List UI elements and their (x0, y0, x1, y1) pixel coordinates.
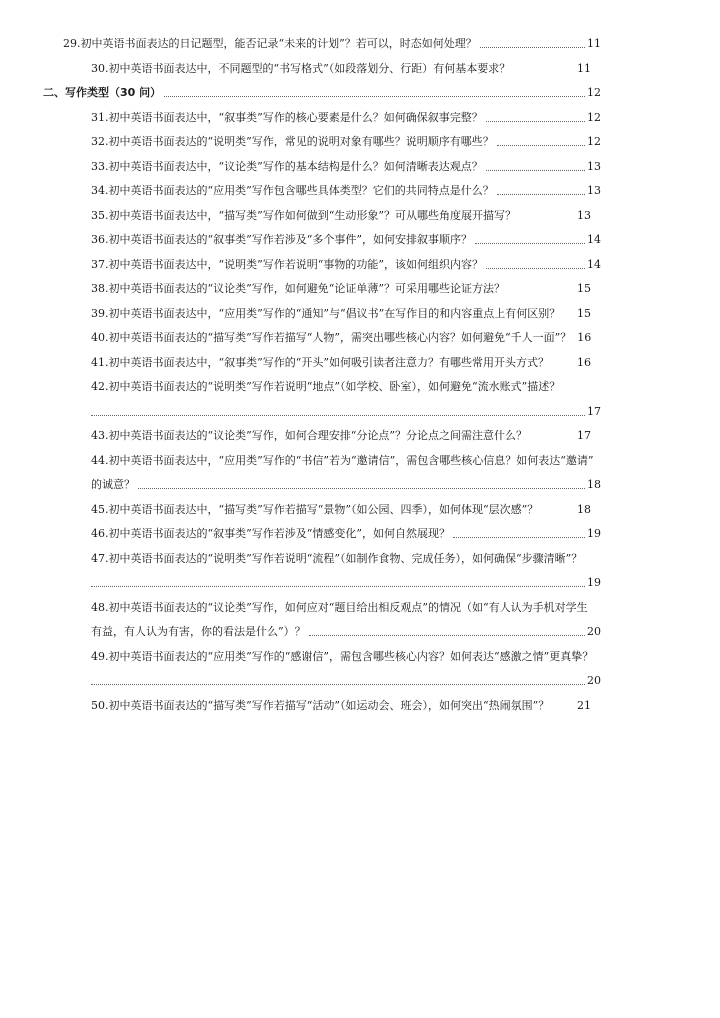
toc-entry (0, 499, 720, 524)
toc-entry (0, 597, 720, 622)
dot-leader (497, 194, 585, 195)
entry-title: 37.初中英语书面表达中，“说明类”写作若说明“事物的功能”，该如何组织内容？ (91, 257, 483, 271)
toc-entry-continuation (0, 474, 720, 499)
toc-section-heading (0, 82, 720, 107)
entry-title: 41.初中英语书面表达中，“叙事类”写作的“开头”如何吸引读者注意力？有哪些常用开头方式？ (91, 355, 549, 369)
entry-title: 39.初中英语书面表达中，“应用类”写作的“通知”与“倡议书”在写作目的和内容重点上有何区别？ (91, 306, 561, 320)
table-of-contents (0, 33, 720, 719)
page-number: 19 (587, 527, 601, 540)
toc-entry (0, 58, 720, 83)
entry-title: 29.初中英语书面表达的日记题型，能否记录“未来的计划”？若可以，时态如何处理？ (63, 37, 477, 50)
page-number: 12 (587, 86, 601, 99)
toc-entry (0, 254, 720, 279)
dot-leader (138, 488, 585, 489)
entry-title: 49.初中英语书面表达的“应用类”写作的“感谢信”，需包含哪些核心内容？如何表达“感激之情”更真挚？ (91, 649, 594, 663)
dot-leader (91, 684, 585, 685)
toc-entry (0, 205, 720, 230)
page-number: 15 (577, 282, 591, 295)
page-number: 19 (587, 576, 601, 589)
dot-leader (91, 415, 585, 416)
dot-leader (453, 537, 585, 538)
page-number: 11 (577, 61, 591, 75)
page-number: 20 (587, 625, 601, 638)
toc-entry (0, 425, 720, 450)
entry-title: 47.初中英语书面表达的“说明类”写作若说明“流程”（如制作食物、完成任务），如何确保“步骤清晰”？ (91, 551, 583, 565)
page-number: 13 (587, 184, 601, 197)
page-number: 11 (587, 37, 601, 50)
page-number: 14 (587, 257, 601, 271)
page-number: 17 (587, 404, 601, 418)
page-number: 16 (577, 331, 592, 344)
page-number: 17 (577, 429, 591, 442)
toc-entry (0, 180, 720, 205)
toc-entry (0, 450, 720, 475)
dot-leader (486, 170, 585, 171)
toc-entry (0, 303, 720, 328)
page-number: 13 (577, 208, 591, 222)
section-title: 二、写作类型（30 问） (43, 86, 162, 99)
entry-title: 32.初中英语书面表达的“说明类”写作，常见的说明对象有哪些？说明顺序有哪些？ (91, 135, 494, 148)
entry-title: 48.初中英语书面表达的“议论类”写作，如何应对“题目给出相反观点”的情况（如“有人认为手机对学生 (91, 600, 588, 614)
dot-leader (475, 243, 585, 244)
entry-title: 45.初中英语书面表达中，“描写类”写作若描写“景物”（如公园、四季），如何体现“层次感”？ (91, 502, 539, 516)
dot-leader (480, 47, 585, 48)
entry-title: 43.初中英语书面表达的“议论类”写作，如何合理安排“分论点”？分论点之间需注意什么？ (91, 429, 527, 442)
toc-entry (0, 278, 720, 303)
toc-entry (0, 548, 720, 573)
toc-entry (0, 695, 720, 720)
toc-entry (0, 327, 720, 352)
dot-leader (164, 96, 585, 97)
page-number: 15 (577, 306, 591, 320)
toc-entry (0, 646, 720, 671)
entry-title: 35.初中英语书面表达中，“描写类”写作如何做到“生动形象”？可从哪些角度展开描写？ (91, 208, 516, 222)
toc-entry (0, 156, 720, 181)
toc-entry-continuation (0, 621, 720, 646)
page-number: 20 (587, 674, 601, 687)
page-number: 12 (587, 135, 601, 148)
entry-title: 44.初中英语书面表达中，“应用类”写作的“书信”若为“邀请信”，需包含哪些核心信息？如何表达“邀请” (91, 453, 594, 467)
entry-title: 31.初中英语书面表达中，“叙事类”写作的核心要素是什么？如何确保叙事完整？ (91, 110, 483, 124)
dot-leader (486, 121, 585, 122)
page-number: 14 (587, 233, 601, 246)
page-number: 18 (587, 478, 601, 491)
entry-title-continued: 的诚意？ (91, 478, 135, 491)
page-number: 13 (587, 159, 601, 173)
toc-entry (0, 131, 720, 156)
entry-title: 46.初中英语书面表达的“叙事类”写作若涉及“情感变化”，如何自然展现？ (91, 527, 450, 540)
page-number: 21 (577, 698, 591, 712)
page-number: 12 (587, 110, 601, 124)
entry-title: 34.初中英语书面表达的“应用类”写作包含哪些具体类型？它们的共同特点是什么？ (91, 184, 494, 197)
entry-title: 50.初中英语书面表达的“描写类”写作若描写“活动”（如运动会、班会），如何突出“热闹氛围”？ (91, 698, 550, 712)
toc-entry (0, 107, 720, 132)
entry-title: 33.初中英语书面表达中，“议论类”写作的基本结构是什么？如何清晰表达观点？ (91, 159, 483, 173)
entry-title: 36.初中英语书面表达的“叙事类”写作若涉及“多个事件”，如何安排叙事顺序？ (91, 233, 472, 246)
toc-entry (0, 229, 720, 254)
toc-entry-continuation (0, 670, 720, 695)
toc-entry (0, 352, 720, 377)
toc-entry-continuation (0, 401, 720, 426)
page-number: 18 (577, 502, 591, 516)
entry-title: 38.初中英语书面表达的“议论类”写作，如何避免“论证单薄”？可采用哪些论证方法？ (91, 282, 505, 295)
dot-leader (91, 586, 585, 587)
toc-entry (0, 376, 720, 401)
dot-leader (486, 268, 585, 269)
entry-title: 40.初中英语书面表达的“描写类”写作若描写“人物”，需突出哪些核心内容？如何避免“千人一面”？ (91, 331, 572, 344)
page-number: 16 (577, 355, 591, 369)
dot-leader (497, 145, 585, 146)
toc-entry (0, 523, 720, 548)
toc-entry (0, 33, 720, 58)
entry-title: 30.初中英语书面表达中，不同题型的“书写格式”（如段落划分、行距）有何基本要求？ (91, 61, 511, 75)
entry-title: 42.初中英语书面表达的“说明类”写作若说明“地点”（如学校、卧室），如何避免“流水账式”描述？ (91, 380, 561, 393)
entry-title-continued: 有益，有人认为有害，你的看法是什么”）？ (91, 625, 306, 638)
dot-leader (309, 635, 585, 636)
toc-entry-continuation (0, 572, 720, 597)
